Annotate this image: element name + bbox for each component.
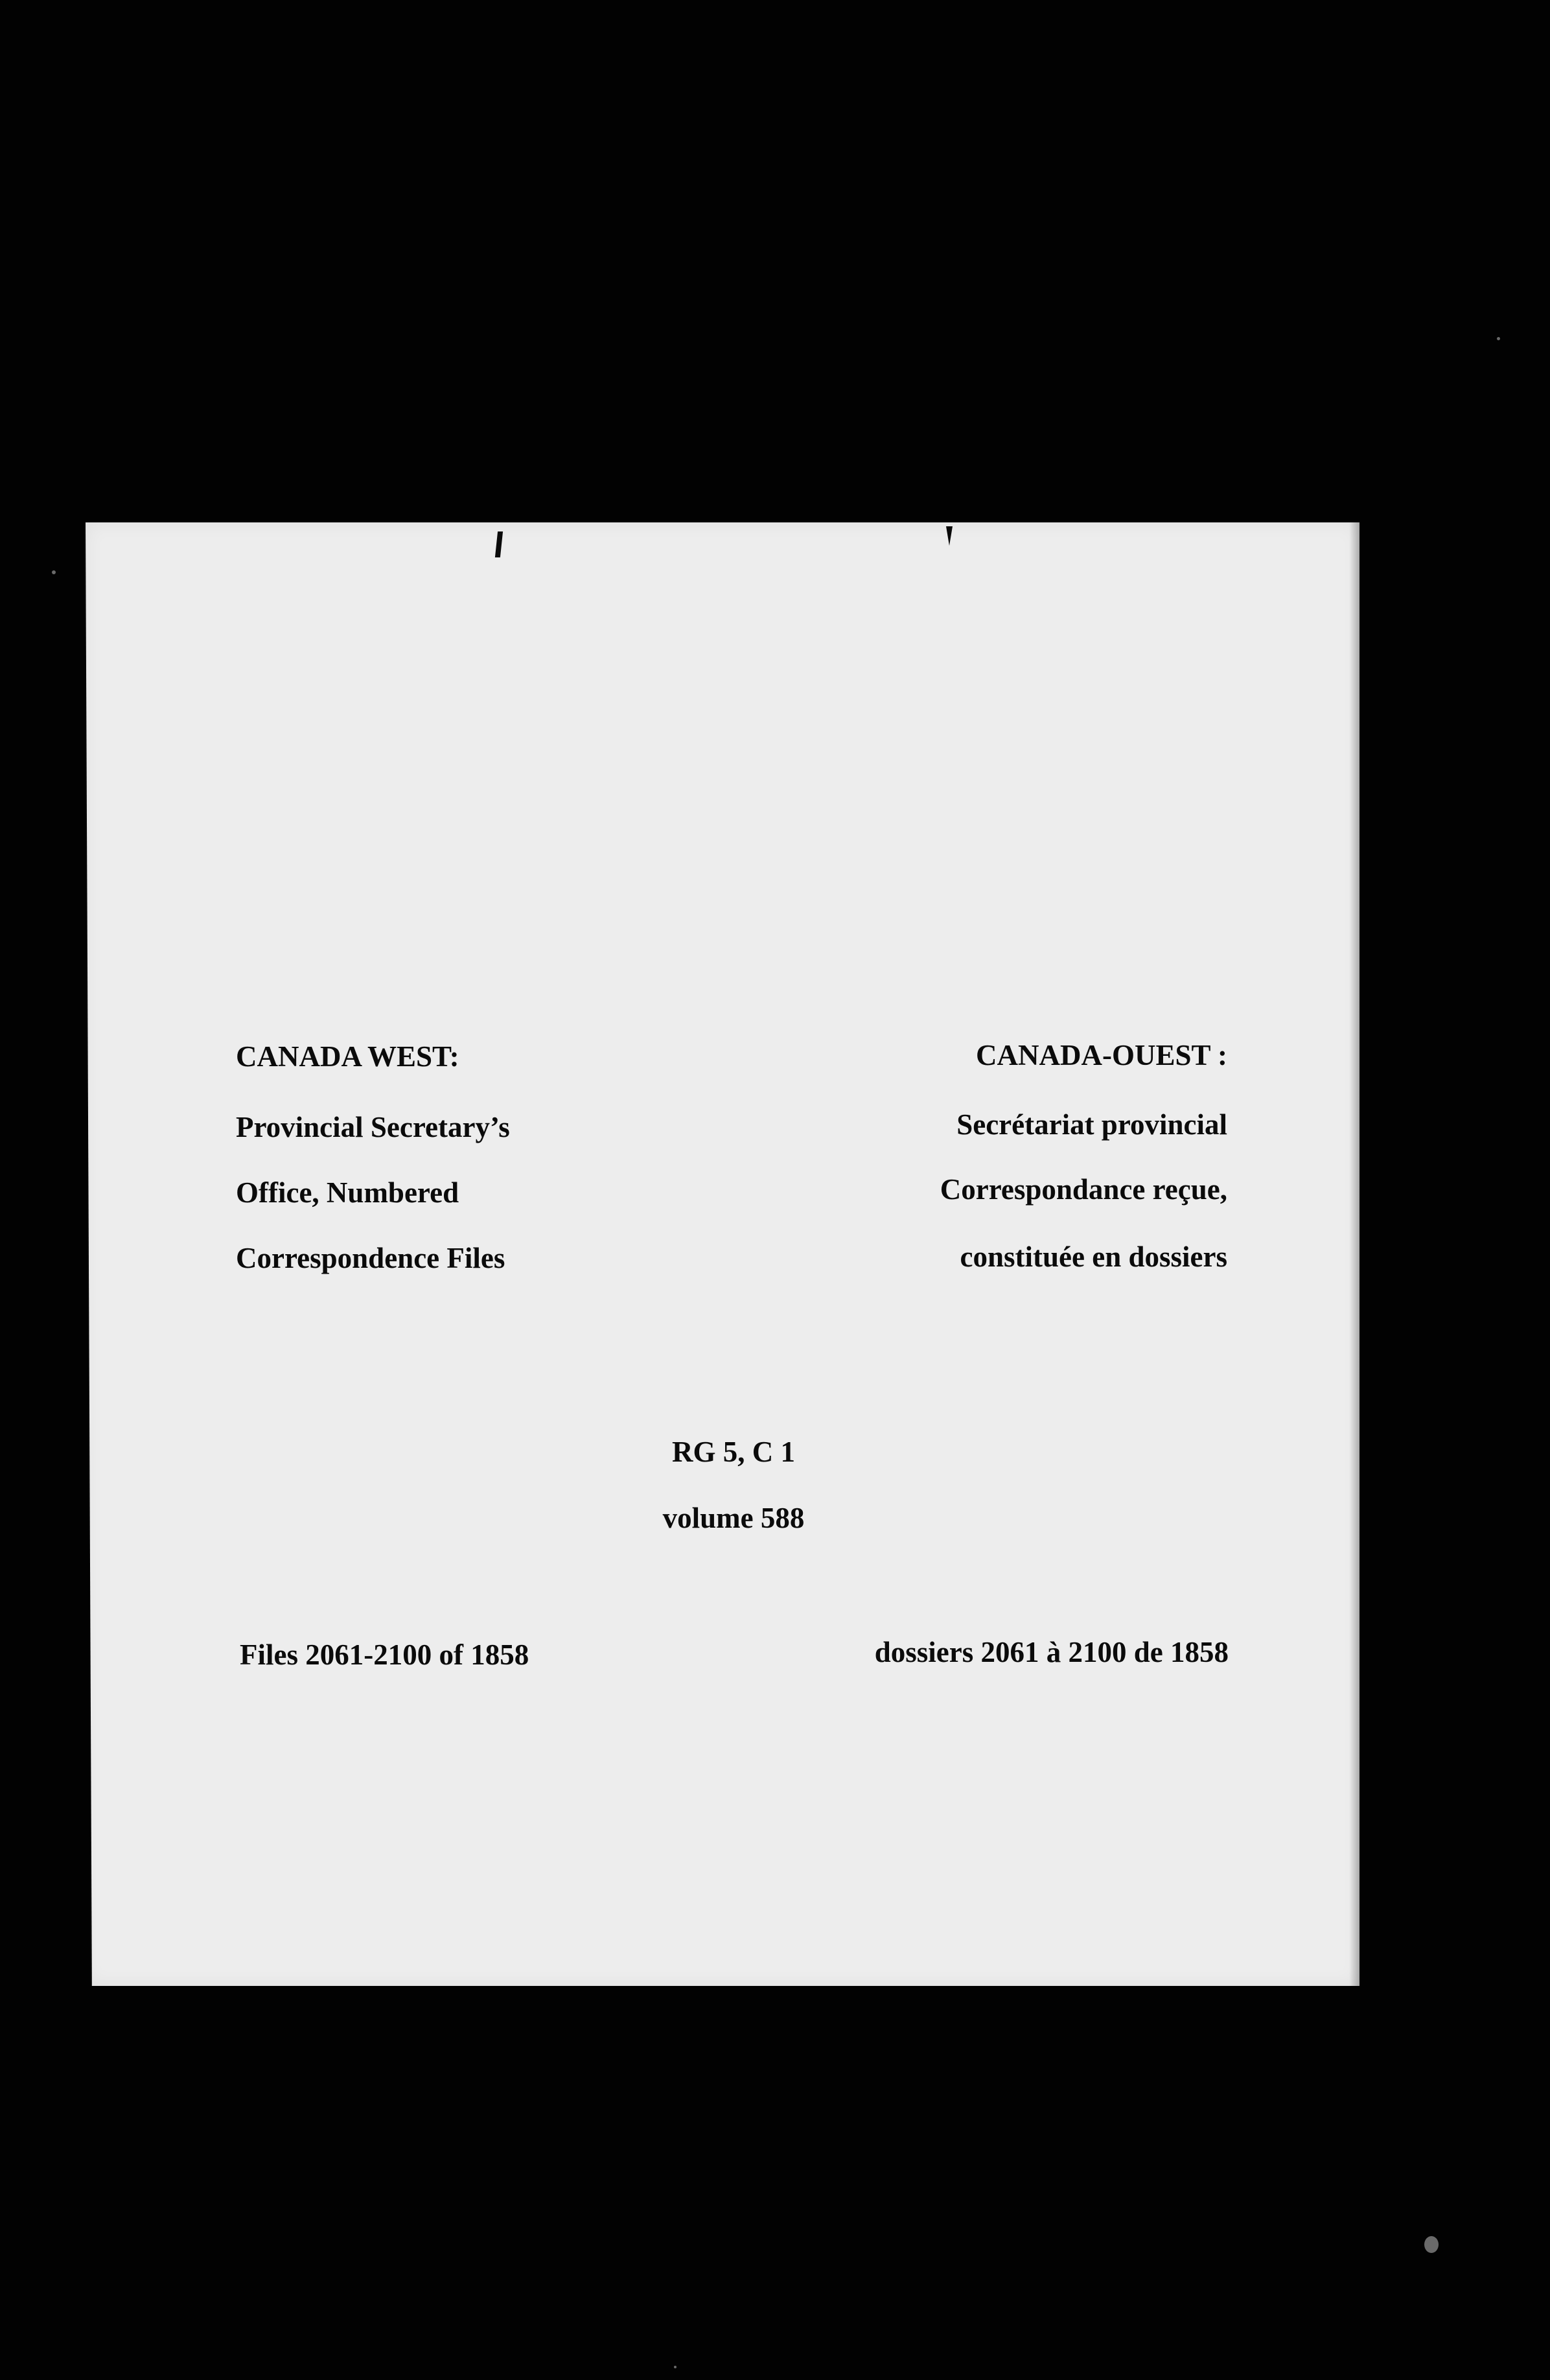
right-title: CANADA-OUEST : [976,1039,1227,1071]
right-line-1: Secrétariat provincial [956,1108,1227,1141]
left-title: CANADA WEST: [236,1040,459,1073]
right-line-3: constituée en dossiers [960,1241,1227,1273]
record-group-code: RG 5, C 1 [672,1436,795,1468]
right-line-2: Correspondance reçue, [940,1173,1227,1206]
footer-left: Files 2061-2100 of 1858 [240,1639,529,1671]
speck [1424,2236,1439,2253]
left-line-3: Correspondence Files [236,1242,505,1274]
speck [52,570,56,574]
footer-right: dossiers 2061 à 2100 de 1858 [874,1636,1229,1668]
volume-number: volume 588 [662,1502,805,1534]
paper-edge-shadow [1349,522,1359,1986]
speck [1497,337,1500,340]
left-line-1: Provincial Secretary’s [236,1111,510,1143]
left-line-2: Office, Numbered [236,1176,459,1209]
speck [674,2366,677,2368]
